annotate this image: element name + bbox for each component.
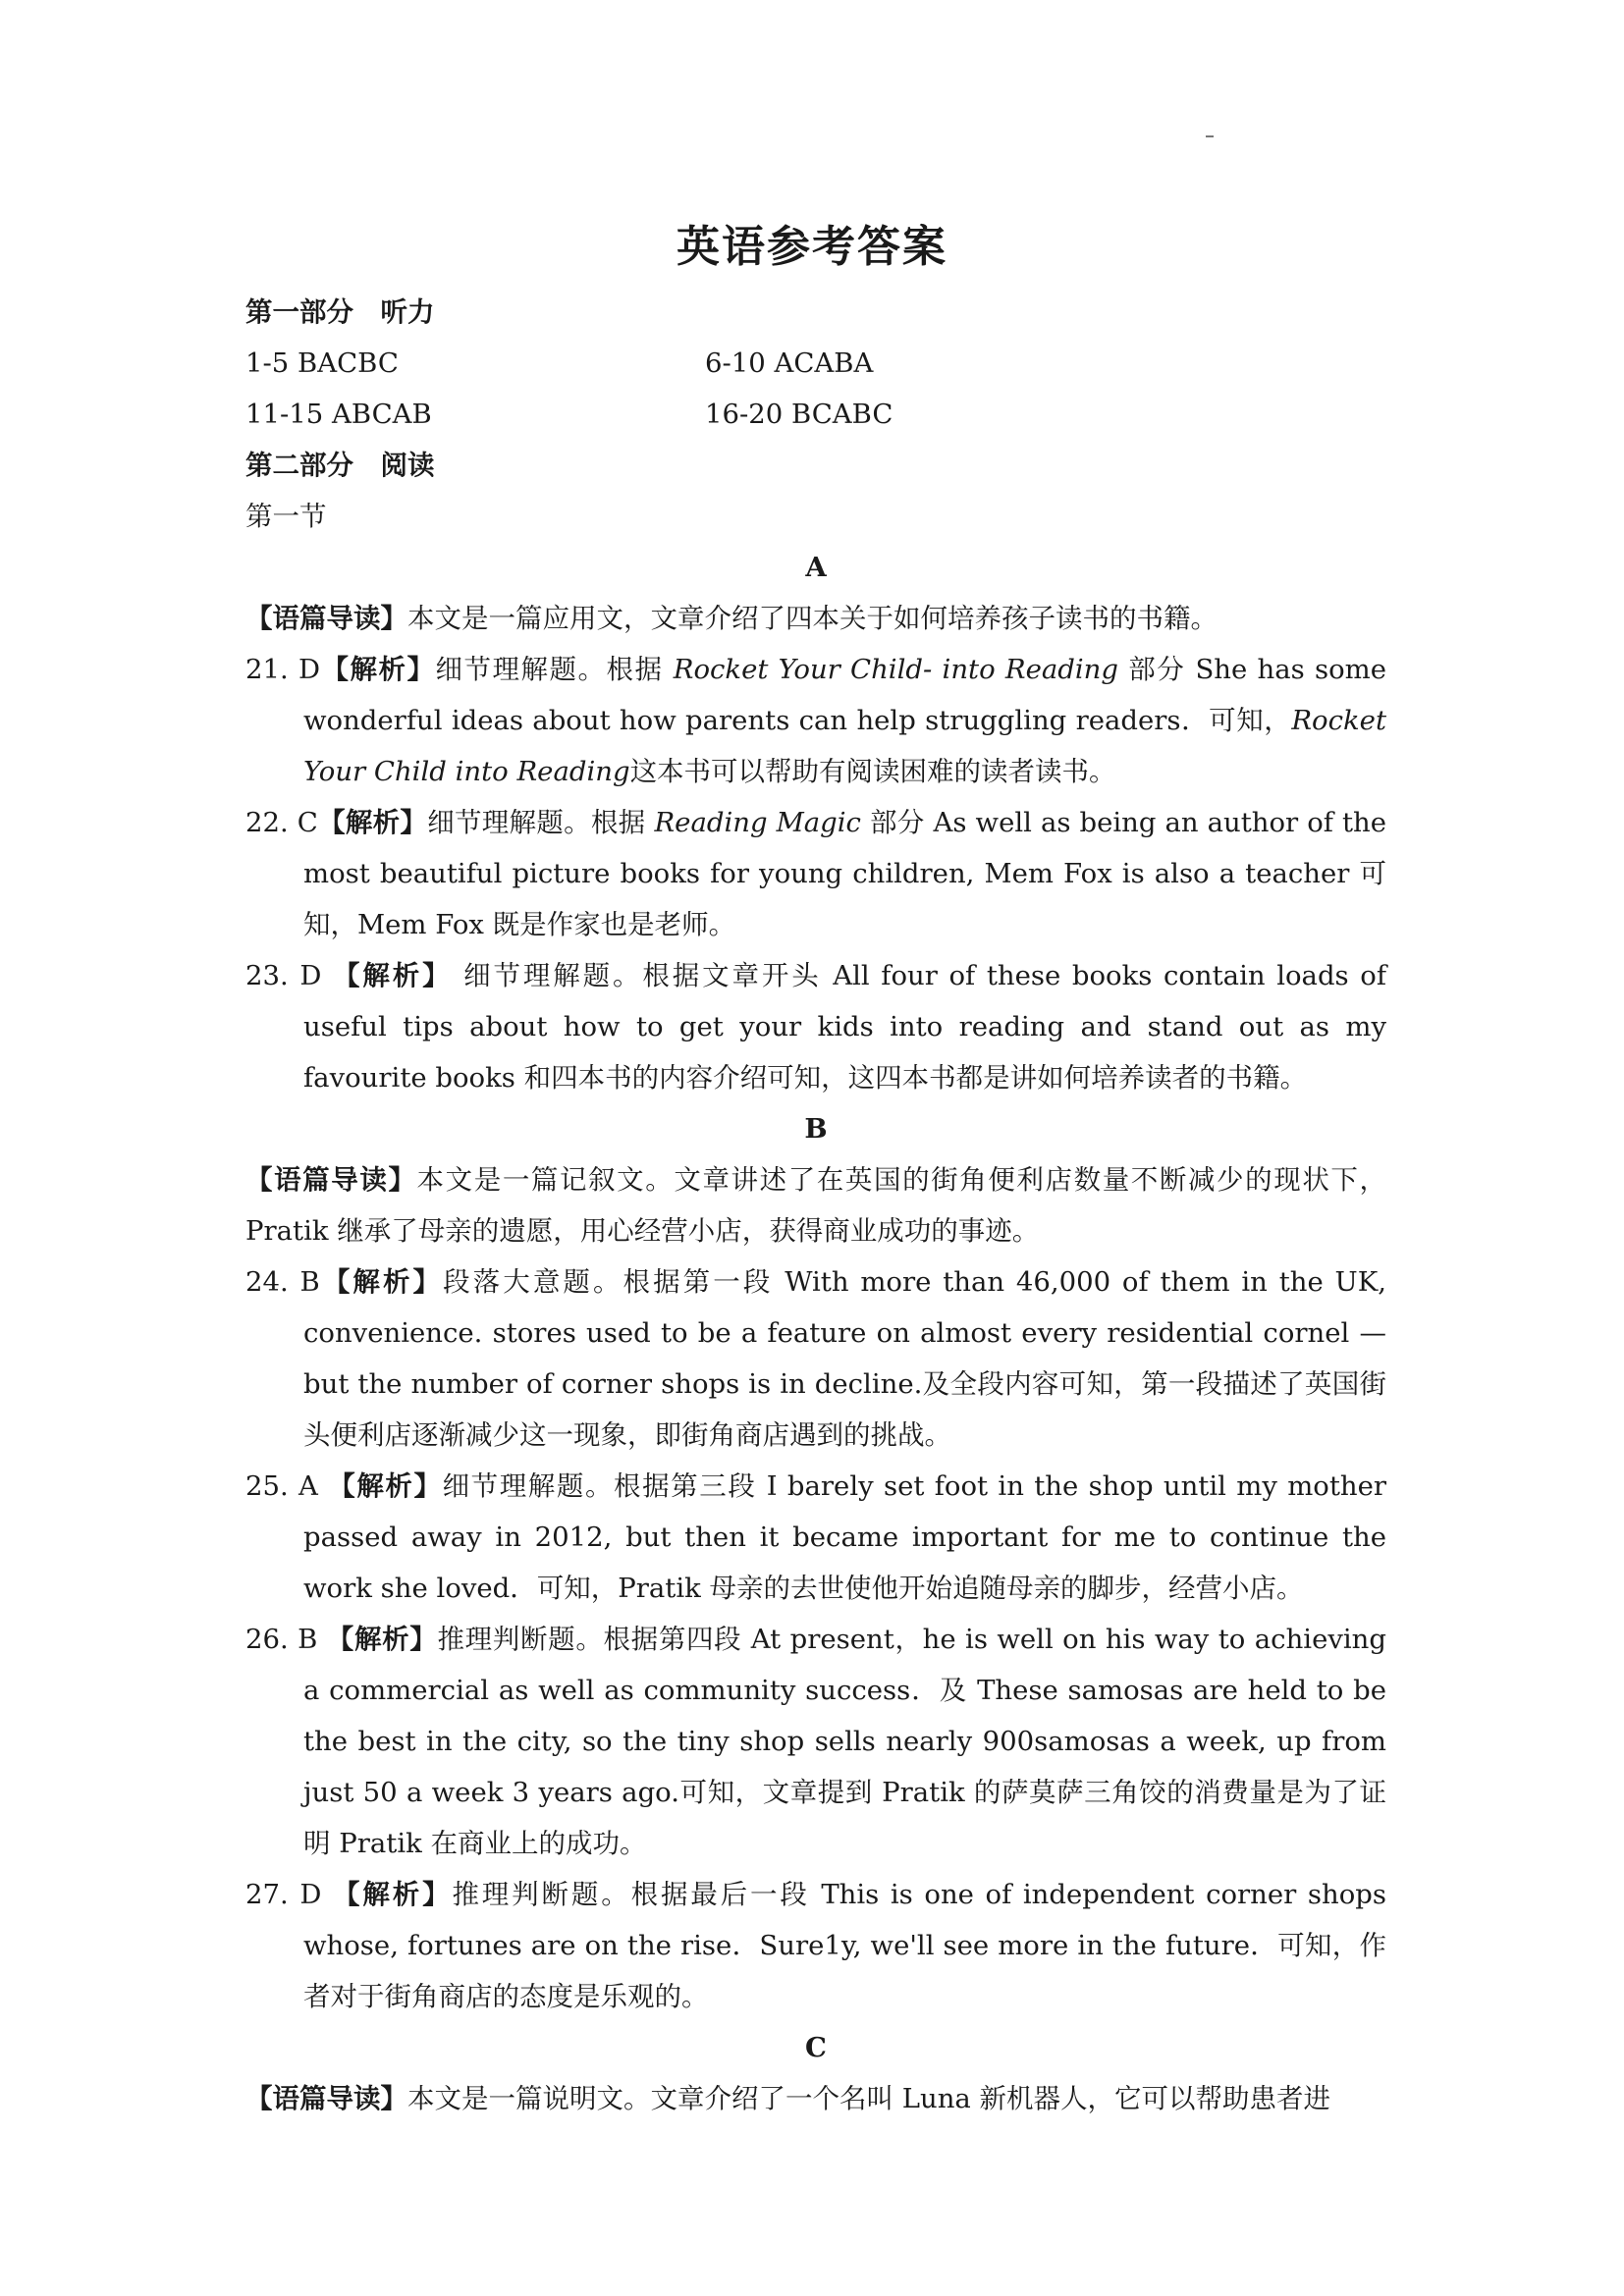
question-number: 21. D [245,654,321,685]
part1-heading: 第一部分 听力 [245,296,435,328]
analysis-text: 细节理解题。根据 [427,807,646,838]
scan-mark [1206,135,1214,137]
passage-b-letter: B [804,1113,828,1145]
passage-b-intro [245,1154,1386,1256]
book-title: Rocket Your Child into Reading [303,705,1386,787]
analysis-text: 这本书可以帮助有阅读困难的读者读书。 [629,756,1116,787]
question-number: 22. C [245,807,318,838]
analysis-text: 段落大意题。根据第一段 With more than 46,000 of them in the UK, convenience. stores used to be a feature on almost every residential cornel — but the number of corner shops is in decline.及全段内容可知，第一段描述了英国街头便利店逐渐减少这一现象，即街角商店遇到的挑战。 [303,1266,1387,1451]
intro-text: 本文是一篇应用文，文章介绍了四本关于如何培养孩子读书的书籍。 [407,603,1218,634]
passage-a-intro [245,593,1386,644]
analysis-text: 推理判断题。根据最后一段 This is one of independent corner shops whose, fortunes are on the rise．Sure1y, we'll see more in the future．可知，作者对于街角商店的态度是乐观的。 [303,1879,1387,2012]
analysis-text: 细节理解题。根据 [435,654,664,685]
book-title: Reading Magic [654,807,861,838]
question-23 [245,950,1386,1103]
question-number: 24. B [245,1266,320,1298]
listening-answers-row [245,389,1386,440]
passage-c-intro [245,2073,1386,2124]
question-24 [245,1256,1386,1461]
question-27 [245,1869,1386,2022]
question-number: 26. B [245,1624,318,1655]
listening-answers-1-5: 1-5 BACBC [245,347,399,379]
page-title: 英语参考答案 [677,222,947,272]
passage-c-letter: C [805,2032,827,2063]
listening-answers-16-20: 16-20 BCABC [705,399,893,430]
analysis-text: 细节理解题。根据文章开头 All four of these books contain loads of useful tips about how to get your kids into reading and stand out as my favourite books 和四本书的内容介绍可知，这四本书都是讲如何培养读者的书籍。 [303,960,1387,1094]
analysis-tag: 【解析】 [319,1266,444,1298]
part2-heading: 第二部分 阅读 [245,450,435,481]
analysis-tag: 【解析】 [333,960,453,991]
question-number: 27. D [245,1879,322,1910]
question-number: 23. D [245,960,322,991]
analysis-text: 部分 As well as being an author of the most beautiful picture books for young children, Mem Fox is also a teacher 可知，Mem Fox 既是作家也是老师。 [303,807,1387,940]
listening-answers-row [245,338,1386,389]
intro-text: 本文是一篇说明文。文章介绍了一个名叫 Luna 新机器人，它可以帮助患者进 [407,2083,1331,2114]
listening-answers-6-10: 6-10 ACABA [705,347,874,379]
content-body [245,287,1386,2124]
listening-answers-11-15: 11-15 ABCAB [245,399,432,430]
analysis-tag: 【解析】 [333,1879,453,1910]
intro-tag: 【语篇导读】 [245,1164,417,1196]
question-25 [245,1461,1386,1614]
intro-text: 本文是一篇记叙文。文章讲述了在英国的街角便利店数量不断减少的现状下，Pratik 继承了母亲的遗愿，用心经营小店，获得商业成功的事迹。 [245,1164,1387,1247]
analysis-text: 推理判断题。根据第四段 At present，he is well on his way to achieving a commercial as well as community success．及 These samosas are held to be the best in the city, so the tiny shop sells nearly 900samosas a week, up from just 50 a week 3 years ago.可知，文章提到 Pratik 的萨莫萨三角饺的消费量是为了证明 Pratik 在商业上的成功。 [303,1624,1386,1859]
analysis-tag: 【解析】 [317,807,428,838]
analysis-text: 细节理解题。根据第三段 I barely set foot in the shop until my mother passed away in 2012, but then it became important for me to continue the work she loved．可知，Pratik 母亲的去世使他开始追随母亲的脚步，经营小店。 [303,1470,1387,1604]
intro-tag: 【语篇导读】 [245,603,407,634]
analysis-tag: 【解析】 [326,1624,438,1655]
question-21 [245,644,1386,797]
book-title: Rocket Your Child- into Reading [673,654,1118,685]
analysis-tag: 【解析】 [328,1470,443,1502]
passage-a-letter: A [805,552,827,583]
analysis-text: 部分 She has some wonderful ideas about how parents can help struggling readers．可知， [303,654,1387,736]
section-label: 第一节 [245,501,327,532]
analysis-tag: 【解析】 [320,654,436,685]
question-26 [245,1614,1386,1869]
intro-tag: 【语篇导读】 [245,2083,407,2114]
question-22 [245,797,1386,950]
question-number: 25. A [245,1470,318,1502]
